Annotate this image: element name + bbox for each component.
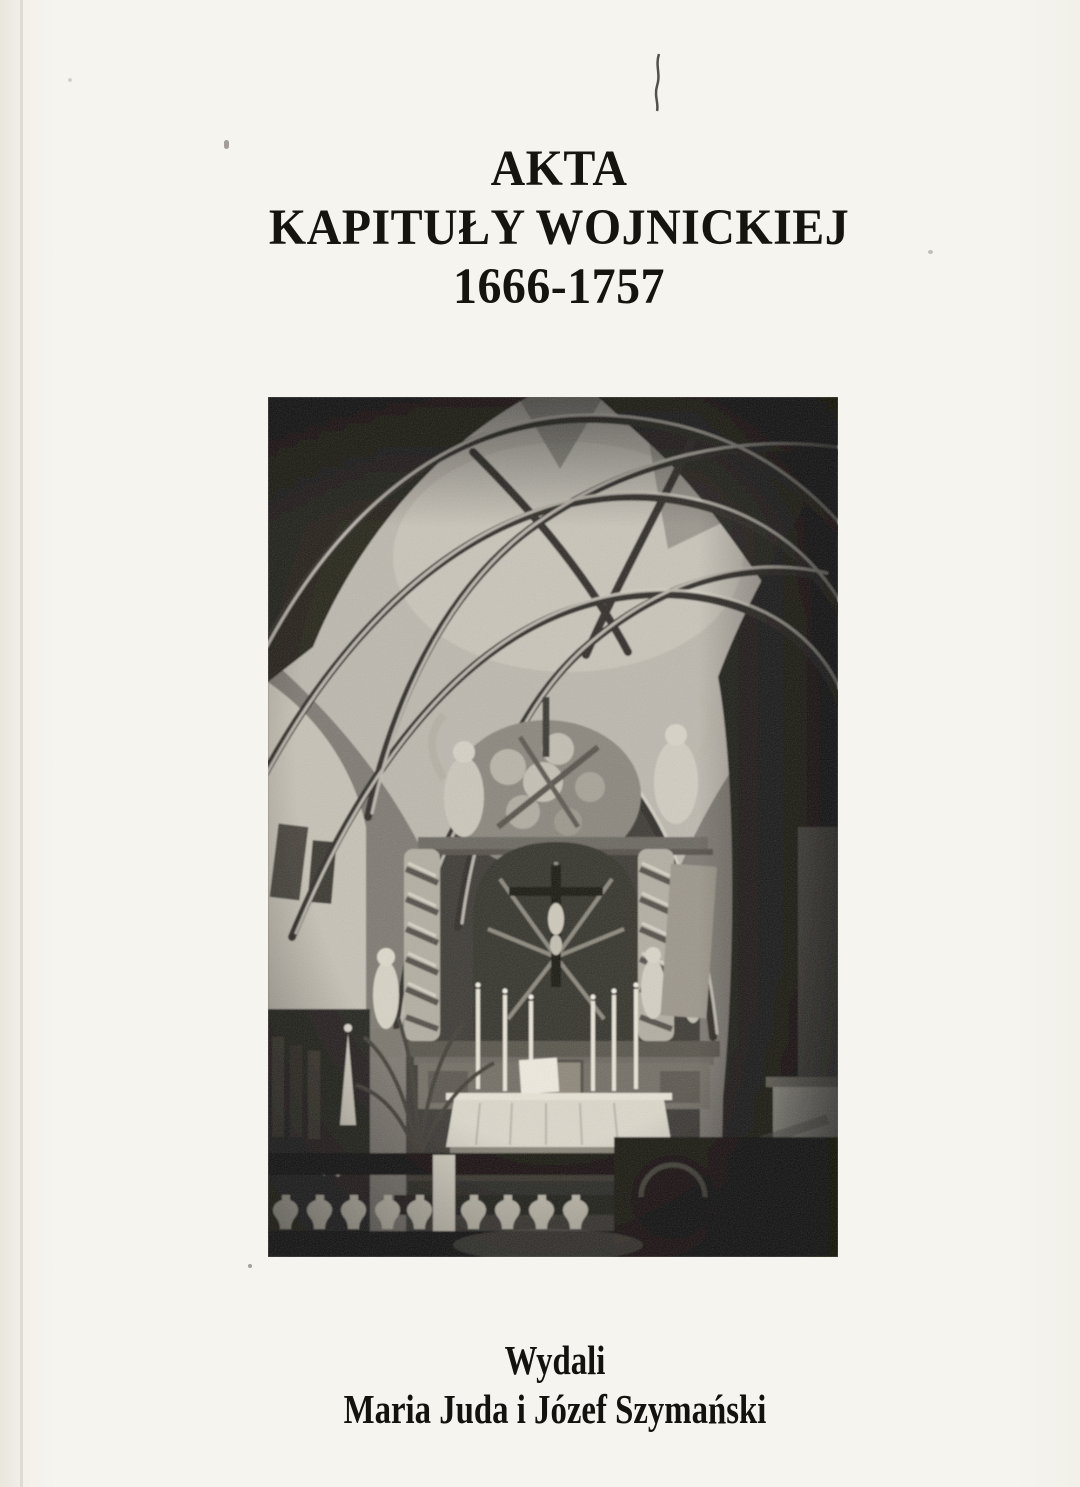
title-line-years: 1666-1757: [453, 259, 665, 315]
paper-speck: [68, 78, 72, 82]
paper-speck: [248, 1264, 252, 1268]
paper-speck: [928, 250, 933, 254]
scan-crease-line: [20, 0, 23, 1487]
title-line-1: AKTA: [490, 141, 628, 197]
credits-label: Wydali: [504, 1337, 606, 1383]
credits: [111, 1336, 999, 1434]
church-interior-photo: [268, 397, 838, 1257]
paper-speck: [224, 140, 229, 149]
title-line-2: KAPITUŁY WOJNICKIEJ: [268, 200, 850, 256]
ink-mark: [650, 52, 668, 114]
credits-editors: Maria Juda i Józef Szymański: [343, 1386, 767, 1432]
book-title: [34, 140, 1080, 317]
cover-photo: [268, 397, 838, 1257]
halftone-grain-overlay: [268, 397, 838, 1257]
